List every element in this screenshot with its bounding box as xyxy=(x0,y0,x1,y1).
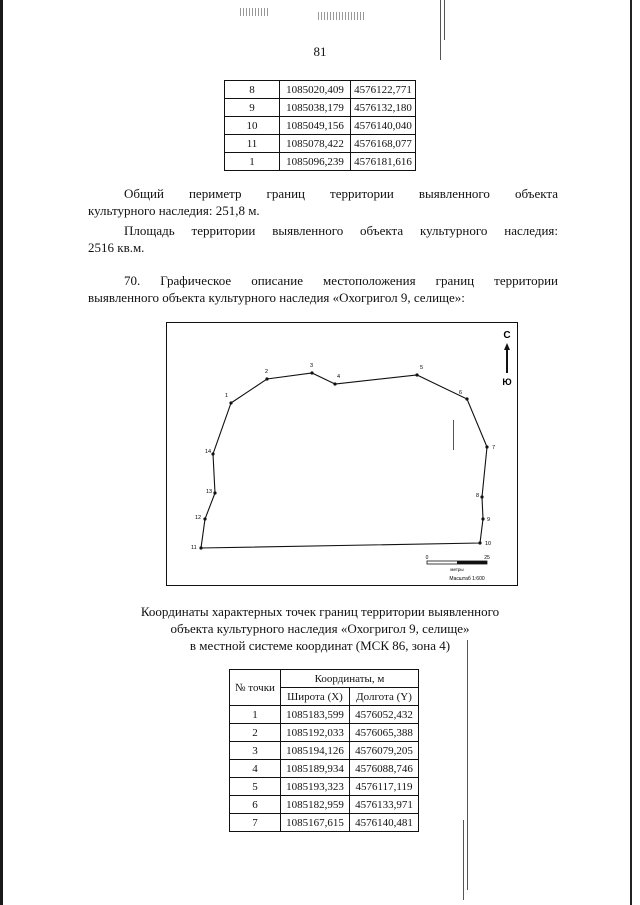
point-number-cell: 6 xyxy=(230,796,281,814)
table-row xyxy=(230,706,419,724)
caption-line-2: объекта культурного наследия «Охогригол 9, селище» xyxy=(170,621,470,636)
longitude-cell: 4576132,180 xyxy=(351,99,416,117)
latitude-cell: 1085192,033 xyxy=(281,724,350,742)
boundary-point-label: 6 xyxy=(459,390,463,396)
boundary-point xyxy=(211,452,214,455)
boundary-point xyxy=(199,546,202,549)
section-line-2: выявленного объекта культурного наследия «Охогригол 9, селище»: xyxy=(88,290,465,305)
latitude-cell: 1085049,156 xyxy=(280,117,351,135)
perimeter-line-1: Общий периметр границ территории выявленного объекта xyxy=(124,186,558,201)
scale-end: 25 xyxy=(484,555,490,561)
scan-gutter-line xyxy=(463,820,464,900)
table-row xyxy=(230,760,419,778)
table-row xyxy=(225,135,416,153)
longitude-cell: 4576140,481 xyxy=(350,814,419,832)
boundary-point-label: 11 xyxy=(191,545,197,551)
latitude-cell: 1085183,599 xyxy=(281,706,350,724)
table-row xyxy=(225,99,416,117)
table-row xyxy=(230,742,419,760)
caption-line-1: Координаты характерных точек границ территории выявленного xyxy=(140,604,500,619)
section-heading xyxy=(88,272,558,306)
scale-ratio: Масштаб 1:600 xyxy=(449,576,485,582)
longitude-cell: 4576133,971 xyxy=(350,796,419,814)
north-arrow xyxy=(502,330,511,387)
boundary-point xyxy=(229,401,232,404)
boundary-point xyxy=(478,541,481,544)
boundary-point xyxy=(480,495,483,498)
area-line-2: 2516 кв.м. xyxy=(88,240,145,255)
point-number-cell: 5 xyxy=(230,778,281,796)
latitude-cell: 1085020,409 xyxy=(280,81,351,99)
perimeter-line-2: культурного наследия: 251,8 м. xyxy=(88,203,260,218)
scan-noise xyxy=(240,8,268,16)
longitude-cell: 4576181,616 xyxy=(351,153,416,171)
boundary-point xyxy=(265,377,268,380)
scan-gutter-line xyxy=(444,0,445,40)
longitude-cell: 4576088,746 xyxy=(350,760,419,778)
point-number-cell: 1 xyxy=(230,706,281,724)
section-line-1: 70. Графическое описание местоположения границ территории xyxy=(124,273,558,288)
boundary-point xyxy=(465,397,468,400)
area-line-1: Площадь территории выявленного объекта культурного наследия: xyxy=(124,223,558,238)
table-row xyxy=(225,153,416,171)
boundary-point xyxy=(415,373,418,376)
latitude-cell: 1085038,179 xyxy=(280,99,351,117)
boundary-point xyxy=(481,517,484,520)
coordinates-table xyxy=(229,669,419,832)
longitude-cell: 4576122,771 xyxy=(351,81,416,99)
north-arrowhead-icon xyxy=(504,343,510,350)
point-number-cell: 1 xyxy=(225,153,280,171)
table-row xyxy=(230,796,419,814)
point-number-cell: 7 xyxy=(230,814,281,832)
boundary-map-svg xyxy=(167,323,519,587)
perimeter-paragraph xyxy=(88,185,558,219)
longitude-cell: 4576065,388 xyxy=(350,724,419,742)
boundary-point-label: 12 xyxy=(195,515,202,521)
table-row xyxy=(230,814,419,832)
point-number-cell: 8 xyxy=(225,81,280,99)
latitude-cell: 1085194,126 xyxy=(281,742,350,760)
boundary-point xyxy=(203,517,206,520)
header-coordinates: Координаты, м xyxy=(281,670,419,688)
boundary-point xyxy=(310,371,313,374)
boundary-points xyxy=(191,363,495,551)
scale-bar-fill xyxy=(457,561,487,564)
scale-bar xyxy=(426,555,490,582)
point-number-cell: 3 xyxy=(230,742,281,760)
latitude-cell: 1085096,239 xyxy=(280,153,351,171)
scan-gutter-line xyxy=(467,640,468,890)
area-paragraph xyxy=(88,222,558,256)
coordinates-table-continued xyxy=(224,80,416,171)
longitude-cell: 4576140,040 xyxy=(351,117,416,135)
header-longitude: Долгота (Y) xyxy=(350,688,419,706)
longitude-cell: 4576168,077 xyxy=(351,135,416,153)
table-row xyxy=(225,117,416,135)
boundary-point-label: 10 xyxy=(485,541,492,547)
boundary-point xyxy=(485,445,488,448)
boundary-point-label: 5 xyxy=(420,365,424,371)
point-number-cell: 2 xyxy=(230,724,281,742)
boundary-map xyxy=(166,322,518,586)
boundary-point-label: 3 xyxy=(310,363,314,369)
latitude-cell: 1085182,959 xyxy=(281,796,350,814)
boundary-point-label: 4 xyxy=(337,374,341,380)
boundary-point xyxy=(213,491,216,494)
boundary-point-label: 2 xyxy=(265,369,269,375)
scan-left-edge xyxy=(0,0,3,905)
scale-start: 0 xyxy=(425,555,429,561)
point-number-cell: 10 xyxy=(225,117,280,135)
south-label: Ю xyxy=(502,377,512,387)
boundary-point xyxy=(333,382,336,385)
latitude-cell: 1085167,615 xyxy=(281,814,350,832)
point-number-cell: 4 xyxy=(230,760,281,778)
caption-line-3: в местной системе координат (МСК 86, зона 4) xyxy=(189,638,451,653)
boundary-point-label: 14 xyxy=(205,449,212,455)
table-row xyxy=(225,81,416,99)
boundary-point-label: 13 xyxy=(206,489,213,495)
boundary-polygon xyxy=(201,373,487,548)
table-row xyxy=(230,724,419,742)
boundary-point-label: 1 xyxy=(225,393,229,399)
north-label: С xyxy=(503,330,511,341)
latitude-cell: 1085193,323 xyxy=(281,778,350,796)
latitude-cell: 1085189,934 xyxy=(281,760,350,778)
header-point-number: № точки xyxy=(230,670,281,706)
boundary-point-label: 7 xyxy=(492,445,496,451)
page-number: 81 xyxy=(313,44,327,59)
longitude-cell: 4576079,205 xyxy=(350,742,419,760)
longitude-cell: 4576117,119 xyxy=(350,778,419,796)
header-latitude: Широта (X) xyxy=(281,688,350,706)
latitude-cell: 1085078,422 xyxy=(280,135,351,153)
boundary-point-label: 9 xyxy=(487,517,491,523)
table-row xyxy=(230,778,419,796)
point-number-cell: 9 xyxy=(225,99,280,117)
scale-unit: метры xyxy=(450,567,464,572)
boundary-point-label: 8 xyxy=(476,493,480,499)
longitude-cell: 4576052,432 xyxy=(350,706,419,724)
table-caption xyxy=(0,603,640,654)
scan-noise xyxy=(318,12,366,20)
point-number-cell: 11 xyxy=(225,135,280,153)
scan-right-edge xyxy=(630,0,632,905)
